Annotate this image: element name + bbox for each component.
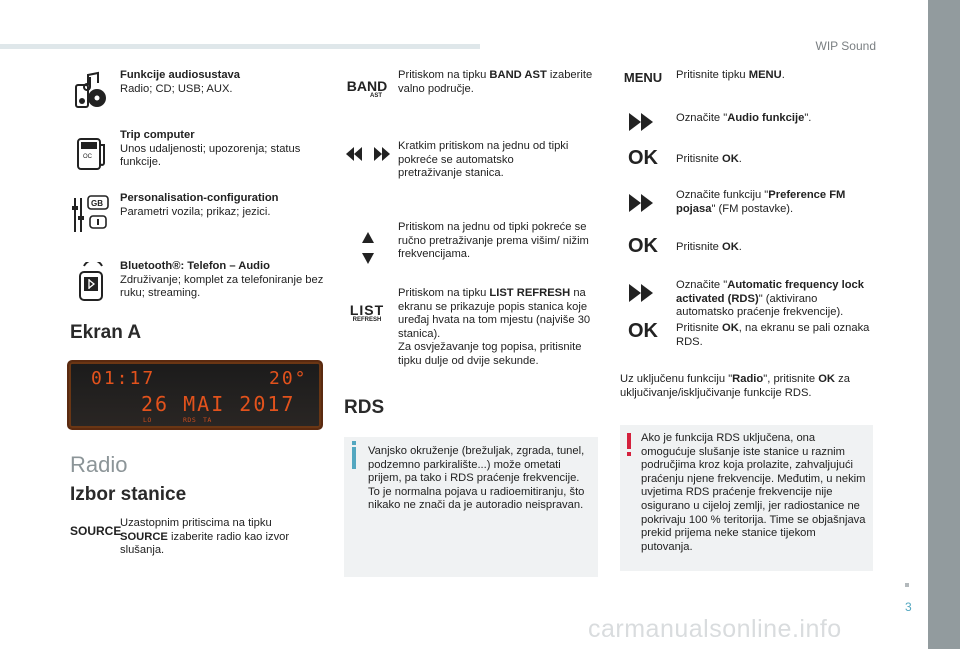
source-text-pre: Uzastopnim pritiscima na tipku <box>120 517 272 529</box>
next-arrow-icon <box>620 193 666 213</box>
list-text-post: na ekranu se prikazuje popis stanica koje uređaj hvata na tom mjestu (najviše 30 stanica). <box>398 287 591 340</box>
source-text-post: izaberite radio kao izvor slušanja. <box>120 530 290 557</box>
step-text: Označite funkciju " <box>676 189 769 201</box>
section-heading-ekran: Ekran A <box>70 322 142 343</box>
feature-title: Bluetooth®: Telefon – Audio <box>120 260 270 272</box>
feature-title: Personalisation-configuration <box>120 192 279 204</box>
para-text: ", pritisnite <box>763 373 816 385</box>
para-text: Uz uključenu funkciju " <box>620 373 733 385</box>
section-heading-izbor: Izbor stanice <box>70 484 187 505</box>
band-text-post: izaberite valno područje. <box>398 69 593 95</box>
para-bold: Radio <box>732 373 764 385</box>
warning-icon-dot <box>627 452 631 456</box>
ok-button-icon: OK <box>628 320 658 342</box>
section-label: WIP Sound <box>815 39 876 53</box>
warning-icon <box>627 433 631 449</box>
warning-note <box>620 425 873 571</box>
step-text: , na ekranu se pali oznaka RDS. <box>676 322 870 348</box>
rds-toggle-paragraph <box>620 373 872 400</box>
page-marker <box>905 583 909 587</box>
bluetooth-phone-icon <box>70 262 110 302</box>
step-bold: Automatic frequency lock activated (RDS) <box>676 279 865 305</box>
step-text: Pritisnite <box>676 241 719 253</box>
step-text: . <box>781 69 785 81</box>
top-rule <box>0 44 480 49</box>
right-margin-band <box>928 0 960 649</box>
step-bold: Preference FM pojasa <box>676 189 846 215</box>
step-bold: OK <box>722 241 739 253</box>
info-note <box>344 437 598 577</box>
feature-desc: Združivanje; komplet za telefoniranje bez ruku; streaming. <box>120 273 324 300</box>
display-indicator-lo: LO <box>143 416 152 424</box>
feature-title: Funkcije audiosustava <box>120 69 240 81</box>
ok-button-icon: OK <box>628 235 658 257</box>
step-text: Pritisnite <box>676 153 719 165</box>
feature-desc: Parametri vozila; prikaz; jezici. <box>120 205 271 218</box>
step-text: . <box>738 241 742 253</box>
personalisation-icon <box>70 194 110 234</box>
step-text: Pritisnite tipku <box>676 69 746 81</box>
step-text: . <box>738 153 742 165</box>
display-temperature: 20° <box>269 368 308 389</box>
step-text: ". <box>804 112 812 124</box>
display-date: 26 MAI 2017 <box>141 392 296 416</box>
seek-text: Kratkim pritiskom na jednu od tipki pokreće se automatsko pretraživanje stanica. <box>398 140 569 180</box>
seek-arrows-icon <box>344 146 392 162</box>
source-button-icon: SOURCE <box>70 524 122 538</box>
page-number: 3 <box>905 600 912 614</box>
info-icon-dot <box>352 441 356 445</box>
trip-computer-icon <box>70 131 110 171</box>
list-text-pre: Pritiskom na tipku <box>398 287 487 299</box>
source-bold: SOURCE <box>120 530 168 543</box>
step-bold: OK <box>722 153 739 165</box>
step-bold: OK <box>722 322 739 334</box>
step-bold: Audio funkcije <box>727 112 805 124</box>
feature-title: Trip computer <box>120 129 195 141</box>
para-text: za uključivanje/isključivanje funkcije RDS. <box>620 373 850 399</box>
menu-button-icon: MENU <box>623 70 663 85</box>
step-text: " (FM postavke). <box>711 202 794 215</box>
step-text: Označite " <box>676 112 728 124</box>
step-text: " (aktivirano automatsko praćenje frekvencije). <box>676 292 844 319</box>
info-text: Vanjsko okruženje (brežuljak, zgrada, tunel, podzemno parkiralište...) može ometati prijem, pa tako i RDS praćenje frekvencije. To je normalna pojava u radioemitiranju, što nikako ne znači da je autoradio neispravan. <box>368 445 585 512</box>
display-indicator-ta: TA <box>203 416 212 424</box>
para-bold: OK <box>818 373 835 385</box>
band-ast-icon: BAND AST <box>346 78 388 99</box>
list-text-post2: Za osvježavanje tog popisa, pritisnite tipku dulje od dvije sekunde. <box>398 341 582 367</box>
band-bold: BAND AST <box>489 69 547 81</box>
list-refresh-icon: LIST REFRESH <box>349 302 385 323</box>
manual-up-down-icon <box>344 231 392 265</box>
svg-text:GB: GB <box>91 199 103 208</box>
manual-text: Pritiskom na jednu od tipki pokreće se ručno pretraživanje prema višim/ nižim frekvencijama. <box>398 221 589 261</box>
display-indicator-rds: RDS <box>183 416 197 424</box>
step-text: Pritisnite <box>676 322 719 334</box>
list-bold: LIST REFRESH <box>489 287 571 299</box>
feature-desc: Unos udaljenosti; upozorenja; status funkcije. <box>120 142 301 169</box>
band-text-pre: Pritiskom na tipku <box>398 69 487 81</box>
section-heading-rds: RDS <box>344 397 385 418</box>
svg-text:OC: OC <box>83 154 92 160</box>
next-arrow-icon <box>620 283 666 303</box>
watermark: carmanualsonline.info <box>588 615 842 643</box>
ok-button-icon: OK <box>628 147 658 169</box>
audio-functions-icon <box>70 71 110 111</box>
feature-desc: Radio; CD; USB; AUX. <box>120 82 233 95</box>
info-icon <box>352 447 356 469</box>
chapter-heading-radio: Radio <box>70 452 128 477</box>
step-bold: MENU <box>748 69 782 81</box>
step-text: Označite " <box>676 279 728 291</box>
display-time: 01:17 <box>91 368 156 389</box>
warning-text: Ako je funkcija RDS uključena, ona omogućuje slušanje iste stanice u raznim područjima kroz koja prolazite, zahvaljujući praćenju njene frekvencije. Međutim, u nekim uvjetima RDS praćenje frekvencije nije osigurano u cijeloj zemlji, jer radiostanice ne pokrivaju 100 % teritorija. Time se objašnjava prekid prijema neke stanice tijekom putovanja. <box>641 432 866 553</box>
display-screen <box>67 360 323 430</box>
next-arrow-icon <box>620 112 666 132</box>
